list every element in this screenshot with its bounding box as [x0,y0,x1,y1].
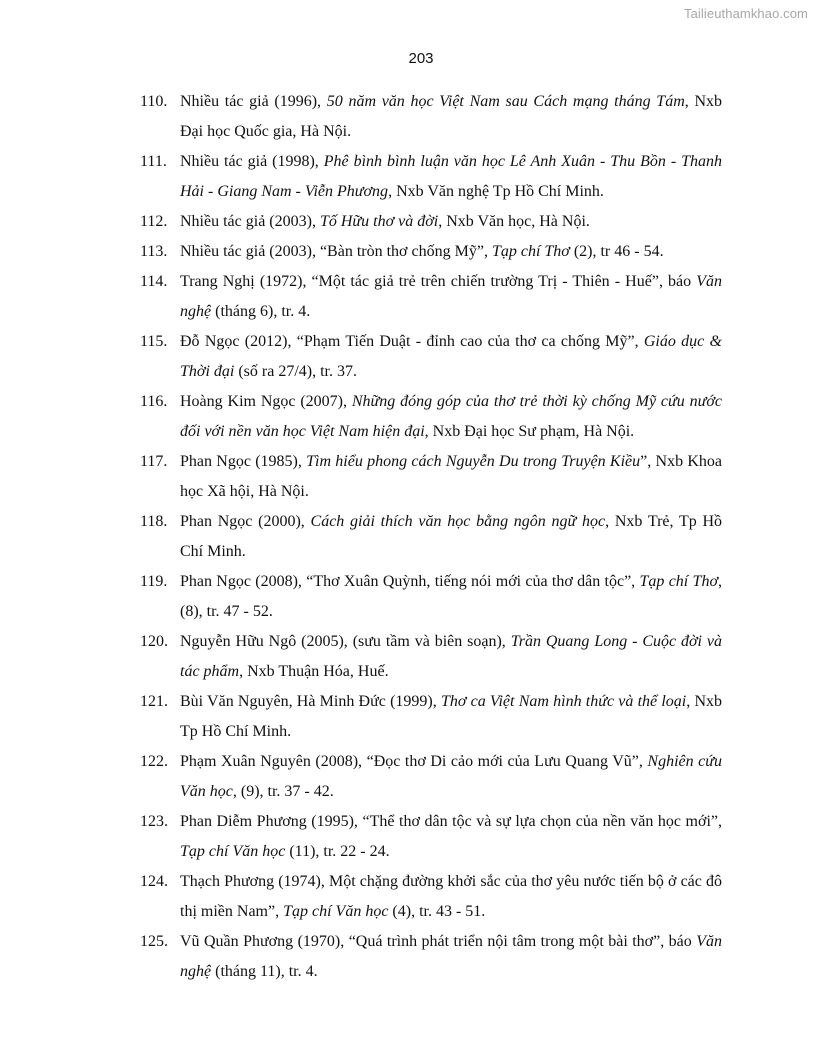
reference-text: Phạm Xuân Nguyên (2008), “Đọc thơ Di cảo mới của Lưu Quang Vũ”, Nghiên cứu Văn học, (9), tr. 37 - 42. [180,753,722,800]
reference-text: Hoàng Kim Ngọc (2007), Những đóng góp của thơ trẻ thời kỳ chống Mỹ cứu nước đối với nền văn học Việt Nam hiện đại, Nxb Đại học Sư phạm, Hà Nội. [180,393,722,440]
reference-text: Vũ Quần Phương (1970), “Quá trình phát triển nội tâm trong một bài thơ”, báo Văn nghệ (tháng 11), tr. 4. [180,933,722,980]
reference-item [140,687,722,747]
reference-number: 115. [140,333,168,350]
reference-item [140,267,722,327]
reference-item [140,927,722,987]
reference-number: 114. [140,273,168,290]
reference-number: 123. [140,813,168,830]
watermark: Tailieuthamkhao.com [683,6,808,21]
reference-text: Nhiều tác giả (1998), Phê bình bình luận văn học Lê Anh Xuân - Thu Bồn - Thanh Hải - Giang Nam - Viễn Phương, Nxb Văn nghệ Tp Hồ Chí Minh. [180,153,723,200]
reference-text: Nhiều tác giả (1996), 50 năm văn học Việt Nam sau Cách mạng tháng Tám, Nxb Đại học Quốc gia, Hà Nội. [180,93,723,140]
reference-list [140,87,722,987]
reference-number: 119. [140,573,168,590]
reference-item [140,567,722,627]
reference-item [140,867,722,927]
reference-number: 111. [140,153,167,170]
reference-item [140,807,722,867]
reference-item [140,237,722,267]
reference-text: Phan Diễm Phương (1995), “Thể thơ dân tộc và sự lựa chọn của nền văn học mới”, Tạp chí Văn học (11), tr. 22 - 24. [180,813,722,860]
reference-item [140,627,722,687]
reference-number: 110. [140,93,168,110]
reference-number: 125. [140,933,168,950]
reference-item [140,447,722,507]
reference-text: Phan Ngọc (1985), Tìm hiểu phong cách Nguyễn Du trong Truyện Kiều”, Nxb Khoa học Xã hội, Hà Nội. [180,453,723,500]
reference-number: 116. [140,393,168,410]
reference-number: 113. [140,243,168,260]
reference-number: 112. [140,213,168,230]
reference-item [140,507,722,567]
reference-text: Thạch Phương (1974), Một chặng đường khởi sắc của thơ yêu nước tiến bộ ở các đô thị miền Nam”, Tạp chí Văn học (4), tr. 43 - 51. [180,873,722,920]
reference-text: Trang Nghị (1972), “Một tác giả trẻ trên chiến trường Trị - Thiên - Huế”, báo Văn nghệ (tháng 6), tr. 4. [180,273,722,320]
reference-number: 118. [140,513,168,530]
page-number: 203 [408,50,434,67]
reference-item [140,387,722,447]
reference-text: Nhiều tác giả (2003), “Bàn tròn thơ chống Mỹ”, Tạp chí Thơ (2), tr 46 - 54. [180,243,664,260]
reference-text: Đỗ Ngọc (2012), “Phạm Tiến Duật - đỉnh cao của thơ ca chống Mỹ”, Giáo dục & Thời đại (số ra 27/4), tr. 37. [180,333,722,380]
reference-item [140,327,722,387]
reference-number: 117. [140,453,168,470]
reference-item [140,207,722,237]
reference-number: 122. [140,753,168,770]
reference-text: Nhiều tác giả (2003), Tố Hữu thơ và đời, Nxb Văn học, Hà Nội. [180,213,590,230]
reference-item [140,147,722,207]
reference-number: 120. [140,633,168,650]
reference-number: 121. [140,693,168,710]
reference-text: Phan Ngọc (2008), “Thơ Xuân Quỳnh, tiếng nói mới của thơ dân tộc”, Tạp chí Thơ, (8), tr. 47 - 52. [180,573,722,620]
reference-text: Bùi Văn Nguyên, Hà Minh Đức (1999), Thơ ca Việt Nam hình thức và thể loại, Nxb Tp Hồ Chí Minh. [180,693,722,740]
reference-text: Phan Ngọc (2000), Cách giải thích văn học bằng ngôn ngữ học, Nxb Trẻ, Tp Hồ Chí Minh. [180,513,723,560]
reference-text: Nguyễn Hữu Ngô (2005), (sưu tầm và biên soạn), Trần Quang Long - Cuộc đời và tác phẩm, Nxb Thuận Hóa, Huế. [180,633,722,680]
reference-item [140,747,722,807]
reference-item [140,87,722,147]
reference-number: 124. [140,873,168,890]
